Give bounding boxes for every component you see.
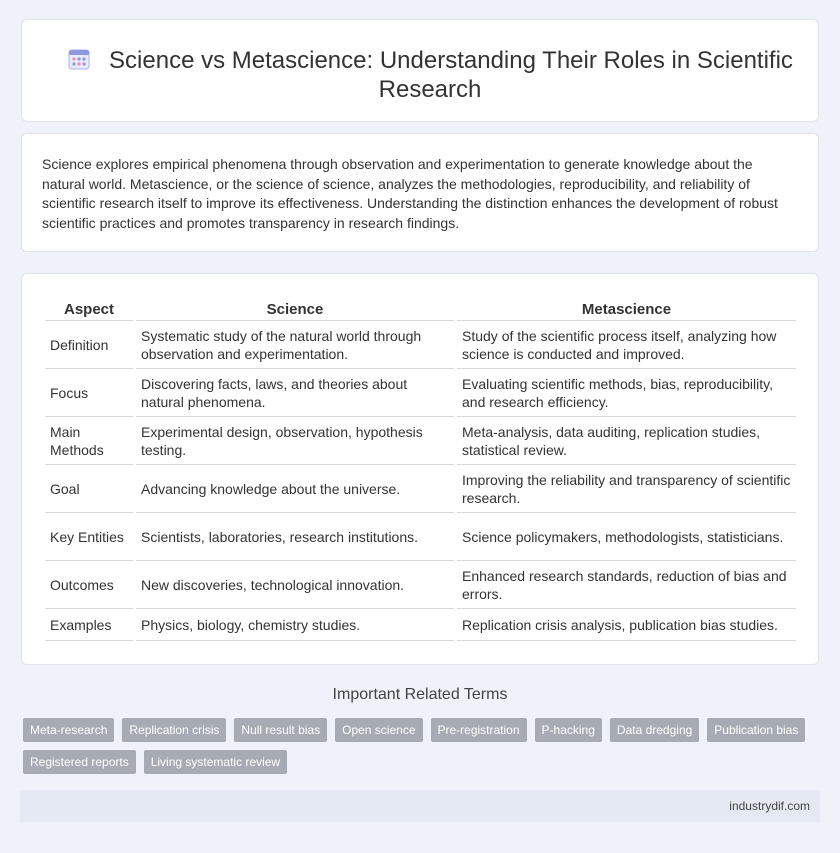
related-term-tag[interactable]: Pre-registration — [431, 718, 527, 742]
cell-science: Discovering facts, laws, and theories about natural phenomena. — [136, 371, 454, 417]
cell-metascience: Enhanced research standards, reduction of bias and errors. — [457, 563, 796, 609]
header-aspect: Aspect — [45, 298, 133, 321]
cell-aspect: Goal — [45, 467, 133, 513]
intro-paragraph: Science explores empirical phenomena through observation and experimentation to generate knowledge about the natural world. Metascience, or the science of science, analyzes the methodologies, reproducibility, and reliability of scientific research itself to improve its effectiveness. Understanding the distinction enhances the development of robust scientific practices and promotes transparency in research findings. — [42, 156, 778, 231]
cell-science: New discoveries, technological innovation. — [136, 563, 454, 609]
cell-science: Scientists, laboratories, research institutions. — [136, 515, 454, 561]
related-term-tag[interactable]: Meta-research — [23, 718, 114, 742]
cell-metascience: Improving the reliability and transparency of scientific research. — [457, 467, 796, 513]
cell-science: Physics, biology, chemistry studies. — [136, 611, 454, 641]
related-term-tag[interactable]: P-hacking — [535, 718, 602, 742]
related-terms-list — [23, 718, 823, 774]
cell-science: Experimental design, observation, hypothesis testing. — [136, 419, 454, 465]
cell-science: Advancing knowledge about the universe. — [136, 467, 454, 513]
footer-site-link[interactable]: industrydif.com — [729, 799, 810, 813]
table-row — [45, 323, 796, 369]
cell-aspect: Main Methods — [45, 419, 133, 465]
related-term-tag[interactable]: Replication crisis — [122, 718, 226, 742]
page-title: Science vs Metascience: Understanding Their Roles in Scientific Research — [109, 47, 793, 103]
cell-metascience: Science policymakers, methodologists, statisticians. — [457, 515, 796, 561]
calendar-grid-icon — [67, 47, 91, 71]
related-terms-title: Important Related Terms — [332, 686, 508, 703]
cell-metascience: Evaluating scientific methods, bias, reproducibility, and research efficiency. — [457, 371, 796, 417]
comparison-table — [42, 296, 799, 643]
table-row — [45, 371, 796, 417]
related-term-tag[interactable]: Registered reports — [23, 750, 136, 774]
table-row — [45, 515, 796, 561]
related-term-tag[interactable]: Data dredging — [610, 718, 699, 742]
table-row — [45, 467, 796, 513]
related-term-tag[interactable]: Null result bias — [234, 718, 327, 742]
cell-aspect: Examples — [45, 611, 133, 641]
cell-aspect: Outcomes — [45, 563, 133, 609]
page-title-block — [62, 46, 798, 104]
related-term-tag[interactable]: Open science — [335, 718, 422, 742]
intro-card — [21, 133, 819, 252]
header-card — [21, 19, 819, 122]
cell-aspect: Key Entities — [45, 515, 133, 561]
cell-aspect: Focus — [45, 371, 133, 417]
comparison-card — [21, 273, 819, 665]
related-term-tag[interactable]: Living systematic review — [144, 750, 287, 774]
related-term-tag[interactable]: Publication bias — [707, 718, 805, 742]
table-header-row — [45, 298, 796, 321]
cell-metascience: Replication crisis analysis, publication bias studies. — [457, 611, 796, 641]
table-row — [45, 419, 796, 465]
cell-aspect: Definition — [45, 323, 133, 369]
header-metascience: Metascience — [457, 298, 796, 321]
table-row — [45, 611, 796, 641]
cell-science: Systematic study of the natural world through observation and experimentation. — [136, 323, 454, 369]
cell-metascience: Study of the scientific process itself, analyzing how science is conducted and improved. — [457, 323, 796, 369]
header-science: Science — [136, 298, 454, 321]
footer — [20, 790, 820, 822]
table-row — [45, 563, 796, 609]
cell-metascience: Meta-analysis, data auditing, replication studies, statistical review. — [457, 419, 796, 465]
